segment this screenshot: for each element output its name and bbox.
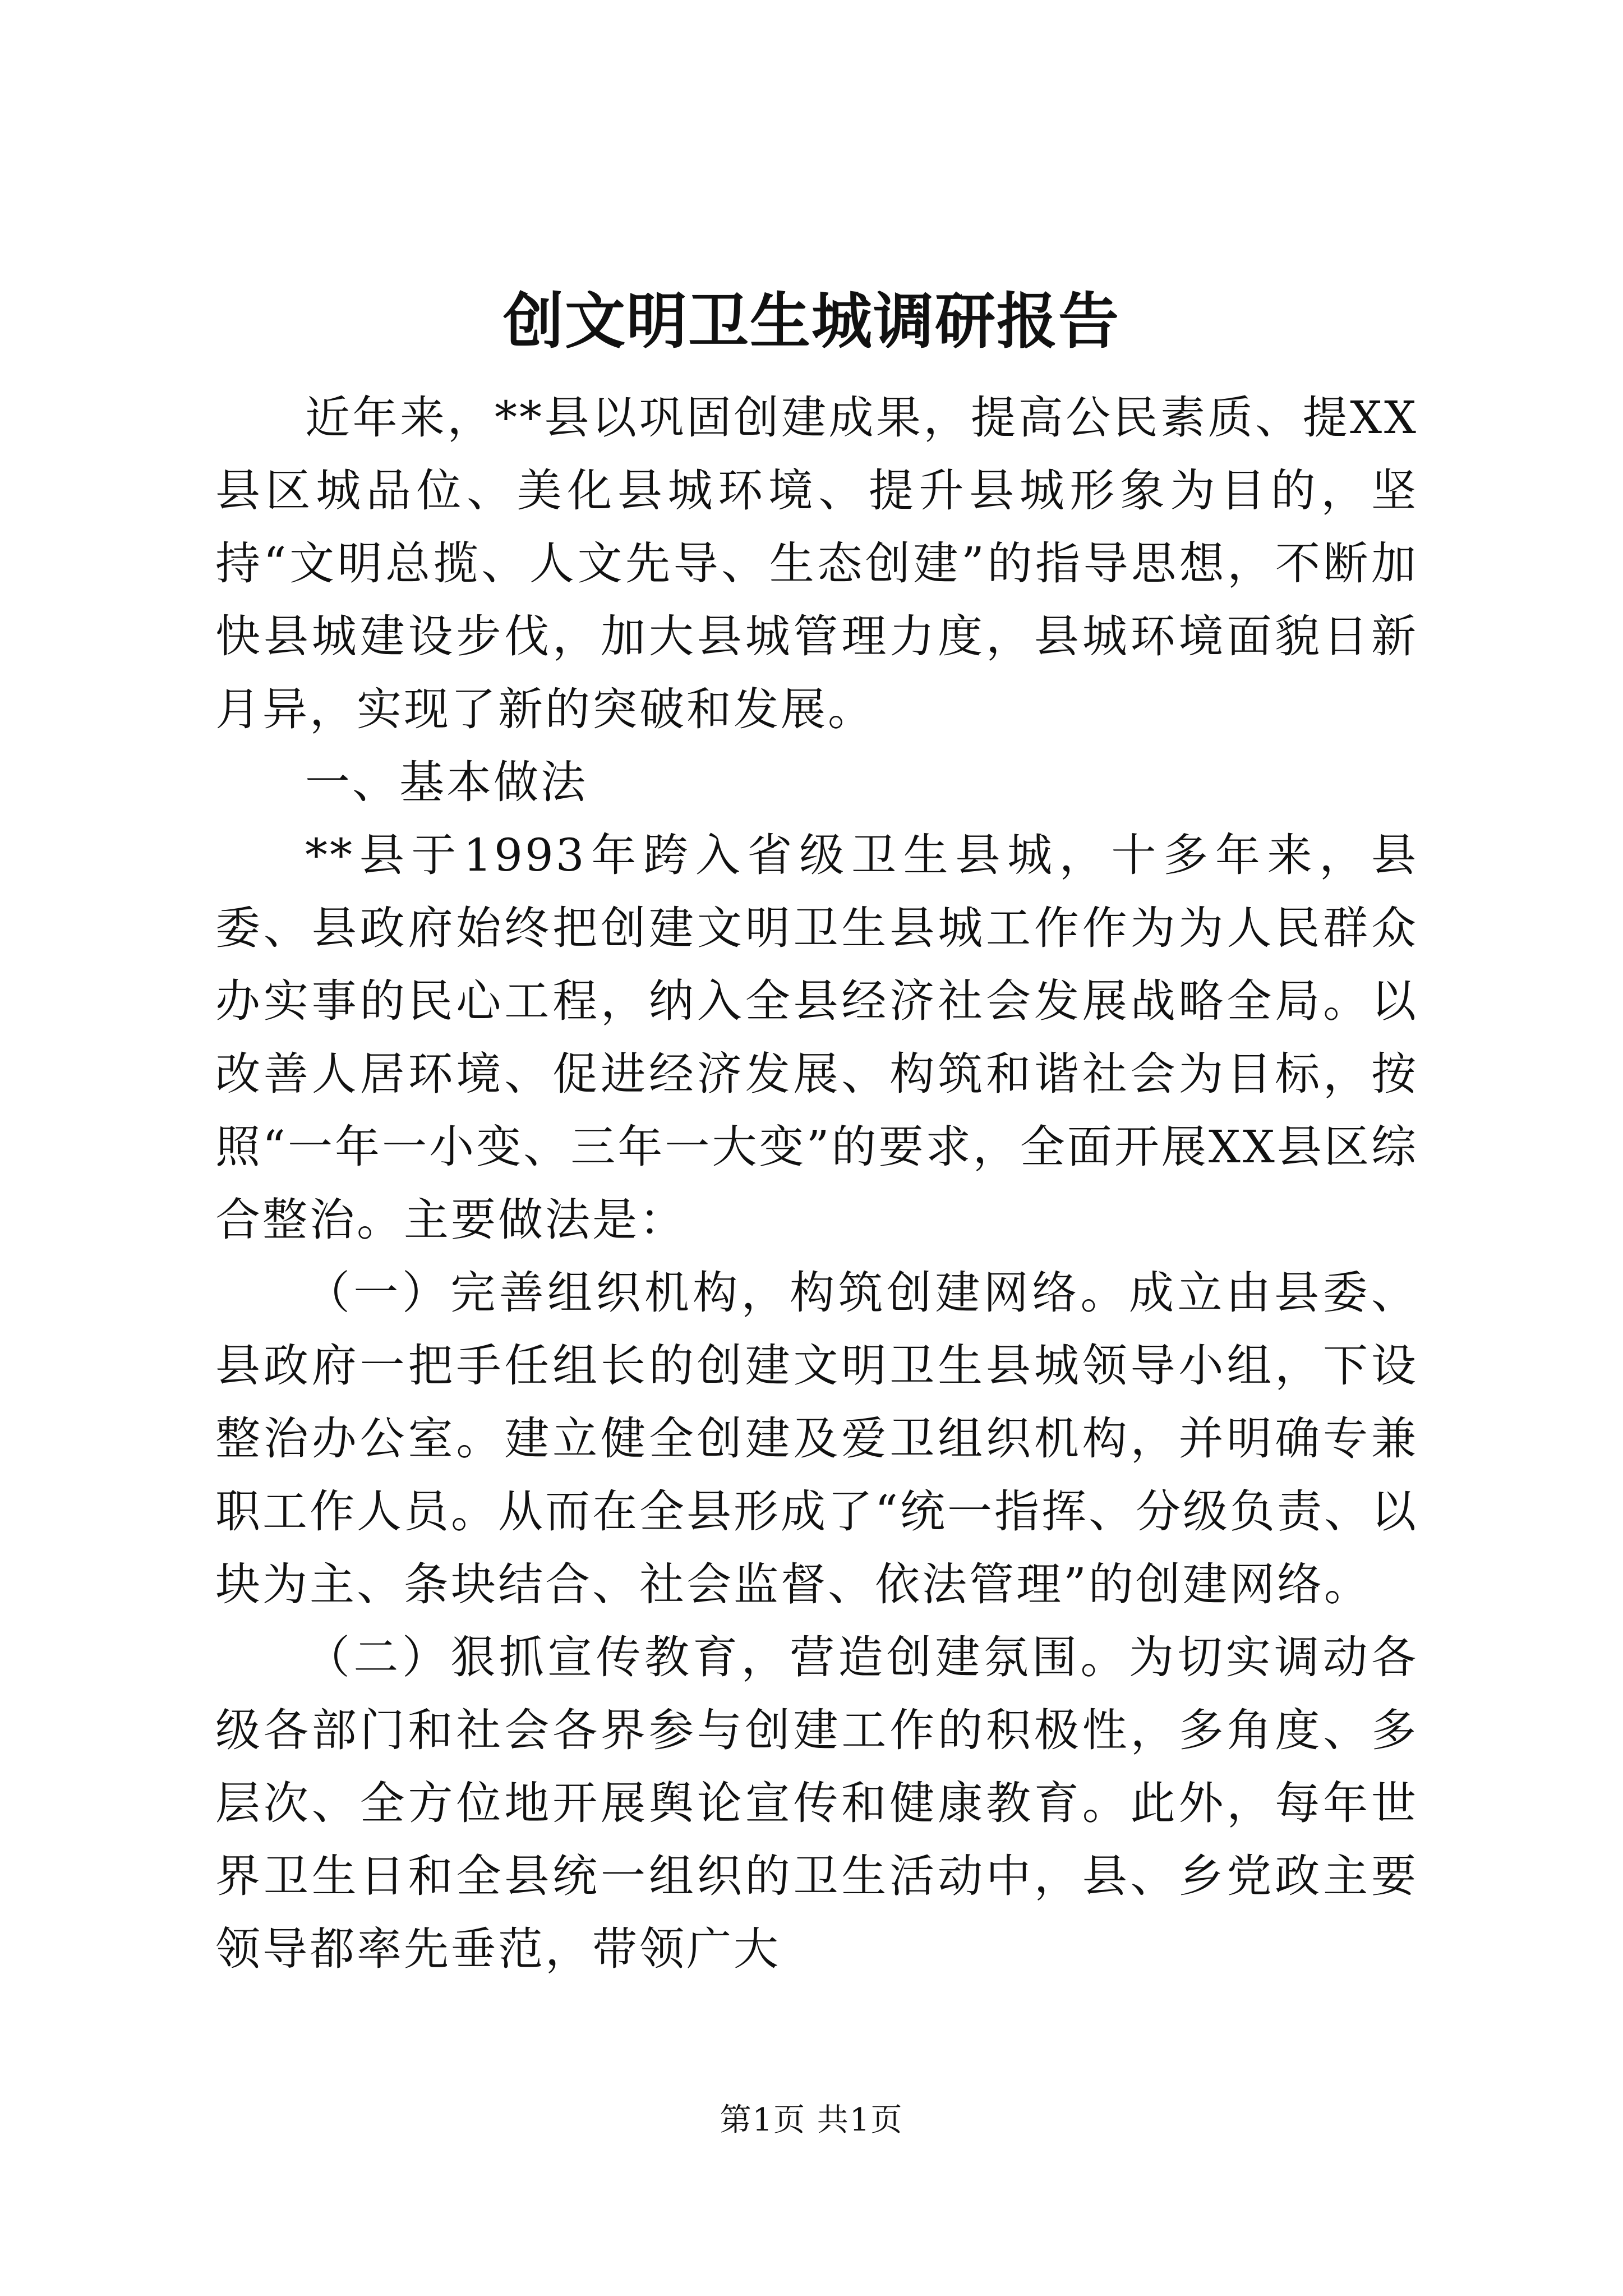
section-heading-basic-practices: 一、基本做法 bbox=[305, 756, 588, 808]
paragraph-intro: 近年来，**县以巩固创建成果，提高公民素质、提XX县区城品位、美化县城环境、提升县城形象为目的，坚持“文明总揽、人文先导、生态创建”的指导思想，不断加快县城建设步伐，加大县城管理力度，县城环境面貌日新月异，实现了新的突破和发展。 bbox=[215, 392, 1418, 735]
page-number-footer: 第1页 共1页 bbox=[720, 2102, 903, 2138]
paragraph-publicity: （二）狠抓宣传教育，营造创建氛围。为切实调动各级各部门和社会各界参与创建工作的积极性，多角度、多层次、全方位地开展舆论宣传和健康教育。此外，每年世界卫生日和全县统一组织的卫生活动中，县、乡党政主要领导都率先垂范，带领广大 bbox=[215, 1631, 1418, 1975]
paragraph-background: **县于1993年跨入省级卫生县城，十多年来，县委、县政府始终把创建文明卫生县城工作作为为人民群众办实事的民心工程，纳入全县经济社会发展战略全局。以改善人居环境、促进经济发展、构筑和谐社会为目标，按照“一年一小变、三年一大变”的要求，全面开展XX县区综合整治。主要做法是： bbox=[215, 829, 1418, 1246]
document-body bbox=[215, 381, 1418, 1986]
paragraph-organization: （一）完善组织机构，构筑创建网络。成立由县委、县政府一把手任组长的创建文明卫生县城领导小组，下设整治办公室。建立健全创建及爱卫组织机构，并明确专兼职工作人员。从而在全县形成了“统一指挥、分级负责、以块为主、条块结合、社会监督、依法管理”的创建网络。 bbox=[215, 1267, 1418, 1611]
document-title: 创文明卫生城调研报告 bbox=[502, 286, 1120, 357]
